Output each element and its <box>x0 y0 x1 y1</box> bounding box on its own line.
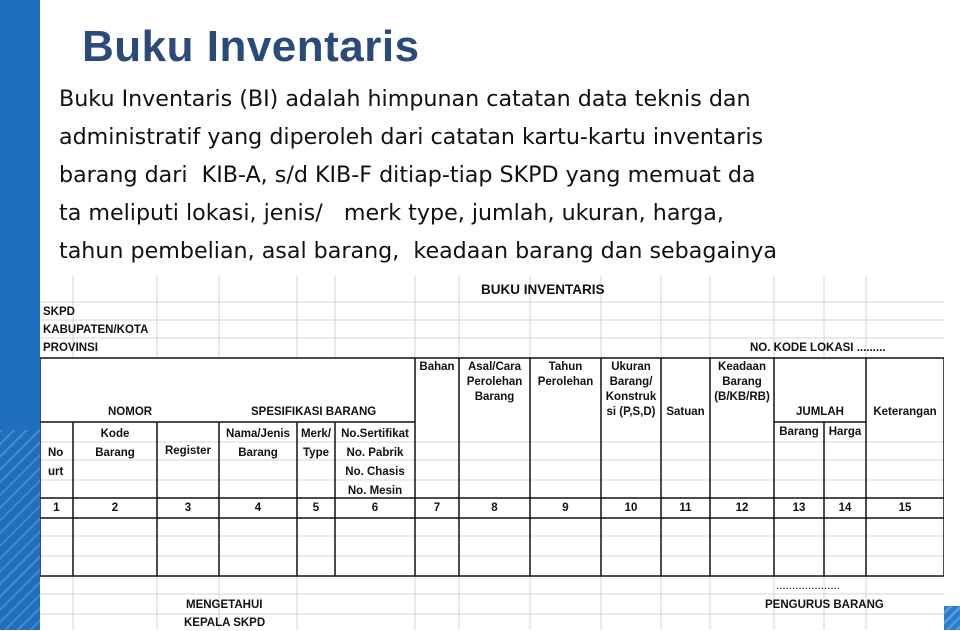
header-no-urut: No urt <box>48 447 64 478</box>
column-number: 15 <box>898 502 912 514</box>
header-tahun: Tahun Perolehan <box>537 361 594 388</box>
paragraph-line: Buku Inventaris (BI) adalah himpunan catatan data teknis dan <box>59 86 751 112</box>
column-number: 6 <box>371 502 379 514</box>
column-number: 8 <box>491 502 498 514</box>
column-number: 13 <box>792 502 806 514</box>
header-keadaan: Keadaan Barang (B/KB/RB) <box>714 361 770 403</box>
header-nama-jenis: Nama/Jenis Barang <box>226 428 290 459</box>
header-kode-barang: Kode Barang <box>95 428 135 459</box>
header-satuan: Satuan <box>666 406 705 418</box>
accent-stripes <box>0 430 40 630</box>
left-accent-bar <box>0 0 40 630</box>
column-number: 3 <box>184 502 192 514</box>
signature-line: .................... <box>776 580 840 592</box>
column-number: 4 <box>254 502 262 514</box>
header-spesifikasi: SPESIFIKASI BARANG <box>251 406 377 418</box>
label-pengurus-barang: PENGURUS BARANG <box>765 599 884 611</box>
column-number: 5 <box>312 502 320 514</box>
header-nomor: NOMOR <box>108 406 153 418</box>
form-title: BUKU INVENTARIS <box>481 282 605 297</box>
column-number: 10 <box>624 502 638 514</box>
paragraph-line: barang dari KIB-A, s/d KIB-F ditiap-tiap SKPD yang memuat da <box>59 162 756 188</box>
column-number: 2 <box>111 502 119 514</box>
paragraph-line: administratif yang diperoleh dari catatan kartu-kartu inventaris <box>59 124 764 150</box>
header-ukuran: Ukuran Barang/ Konstruk si (P,S,D) <box>605 361 657 418</box>
header-merk-type: Merk/ Type <box>300 428 332 459</box>
header-asal: Asal/Cara Perolehan Barang <box>466 361 523 403</box>
header-jumlah: JUMLAH <box>796 406 844 418</box>
column-number: 1 <box>53 502 60 514</box>
header-jumlah-harga: Harga <box>828 426 862 438</box>
header-register: Register <box>164 445 212 457</box>
header-bahan: Bahan <box>419 361 455 373</box>
header-keterangan: Keterangan <box>873 406 937 418</box>
column-number: 12 <box>735 502 749 514</box>
paragraph-line: ta meliputi lokasi, jenis/ merk type, jumlah, ukuran, harga, <box>59 200 724 226</box>
header-jumlah-barang: Barang <box>779 426 819 438</box>
column-number: 14 <box>838 502 852 514</box>
description-paragraph <box>59 80 949 270</box>
label-kepala-skpd: KEPALA SKPD <box>184 617 266 629</box>
column-number: 7 <box>433 502 441 514</box>
label-provinsi: PROVINSI <box>43 342 98 354</box>
label-mengetahui: MENGETAHUI <box>186 599 263 611</box>
label-kode-lokasi: NO. KODE LOKASI ......... <box>750 342 886 354</box>
inventory-form-image <box>40 276 944 630</box>
label-kabupaten: KABUPATEN/KOTA <box>43 324 149 336</box>
column-number: 9 <box>562 502 569 514</box>
label-skpd: SKPD <box>43 306 75 318</box>
header-no-sertifikat: No.Sertifikat No. Pabrik No. Chasis No. Mesin <box>341 428 409 497</box>
paragraph-line: tahun pembelian, asal barang, keadaan barang dan sebagainya <box>59 238 777 264</box>
page-title: Buku Inventaris <box>82 22 420 71</box>
column-number: 11 <box>679 502 692 514</box>
